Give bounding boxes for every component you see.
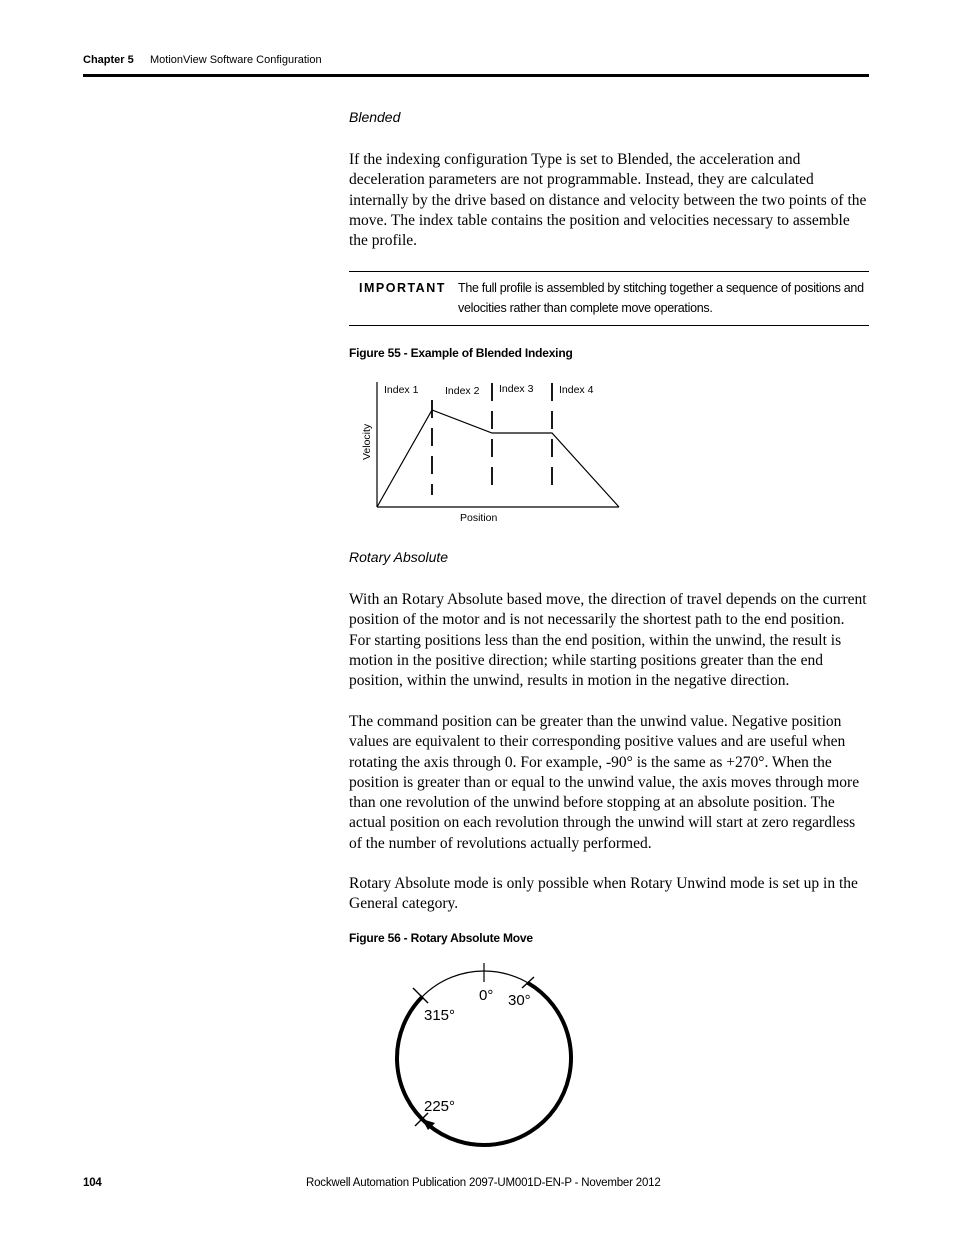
important-text: The full profile is assembled by stitching together a sequence of positions and velocities rather than complete move operations.	[458, 281, 864, 315]
index-2-label: Index 2	[445, 385, 480, 397]
velocity-profile-line	[377, 410, 619, 507]
page-number: 104	[83, 1177, 102, 1189]
publication-info: Rockwell Automation Publication 2097-UM001D-EN-P - November 2012	[306, 1177, 661, 1189]
label-30-deg: 30°	[508, 992, 531, 1009]
figure-56-caption: Figure 56 - Rotary Absolute Move	[349, 931, 533, 945]
rotary-heading: Rotary Absolute	[349, 549, 449, 565]
figure-56-diagram	[380, 958, 590, 1158]
label-225-deg: 225°	[424, 1098, 456, 1115]
figure-55-diagram	[340, 370, 640, 530]
important-label: IMPORTANT	[359, 281, 446, 295]
index-3-label: Index 3	[499, 383, 534, 395]
velocity-axis-label: Velocity	[361, 423, 373, 460]
rotary-absolute-circle	[380, 958, 590, 1158]
chapter-label: Chapter 5	[83, 54, 134, 66]
label-0-deg: 0°	[479, 987, 494, 1004]
index-4-label: Index 4	[559, 384, 594, 396]
blended-heading: Blended	[349, 109, 401, 125]
blended-paragraph: If the indexing configuration Type is set to Blended, the acceleration and deceleration parameters are not programmable. Instead, they are calculated internally by the drive based on distance and velocity between the two points of the move. The index table contains the position and velocities necessary to assemble the profile.	[349, 151, 867, 250]
position-axis-label: Position	[460, 512, 498, 524]
chapter-title: MotionView Software Configuration	[150, 54, 322, 66]
rotary-paragraph-3: Rotary Absolute mode is only possible when Rotary Unwind mode is set up in the General category.	[349, 875, 858, 913]
index-1-label: Index 1	[384, 384, 419, 396]
figure-55-caption: Figure 55 - Example of Blended Indexing	[349, 346, 573, 360]
rotary-paragraph-2: The command position can be greater than the unwind value. Negative position values are equivalent to their corresponding positive values and are useful when rotating the axis through 0. For example, -90° is the same as +270°. When the position is greater than or equal to the unwind value, the axis moves through more than one revolution of the unwind before stopping at an absolute position. The actual position on each revolution through the unwind will start at zero regardless of the number of revolutions actually performed.	[349, 713, 860, 852]
blended-indexing-graph	[340, 370, 640, 530]
rotary-paragraph-1: With an Rotary Absolute based move, the direction of travel depends on the current position of the motor and is not necessarily the shortest path to the end position. For starting positions less than the end position, within the unwind, the result is motion in the positive direction; while starting positions greater than the end position, within the unwind, results in motion in the negative direction.	[349, 591, 867, 690]
important-callout	[349, 271, 869, 326]
header-rule	[83, 74, 869, 77]
label-315-deg: 315°	[424, 1007, 456, 1024]
